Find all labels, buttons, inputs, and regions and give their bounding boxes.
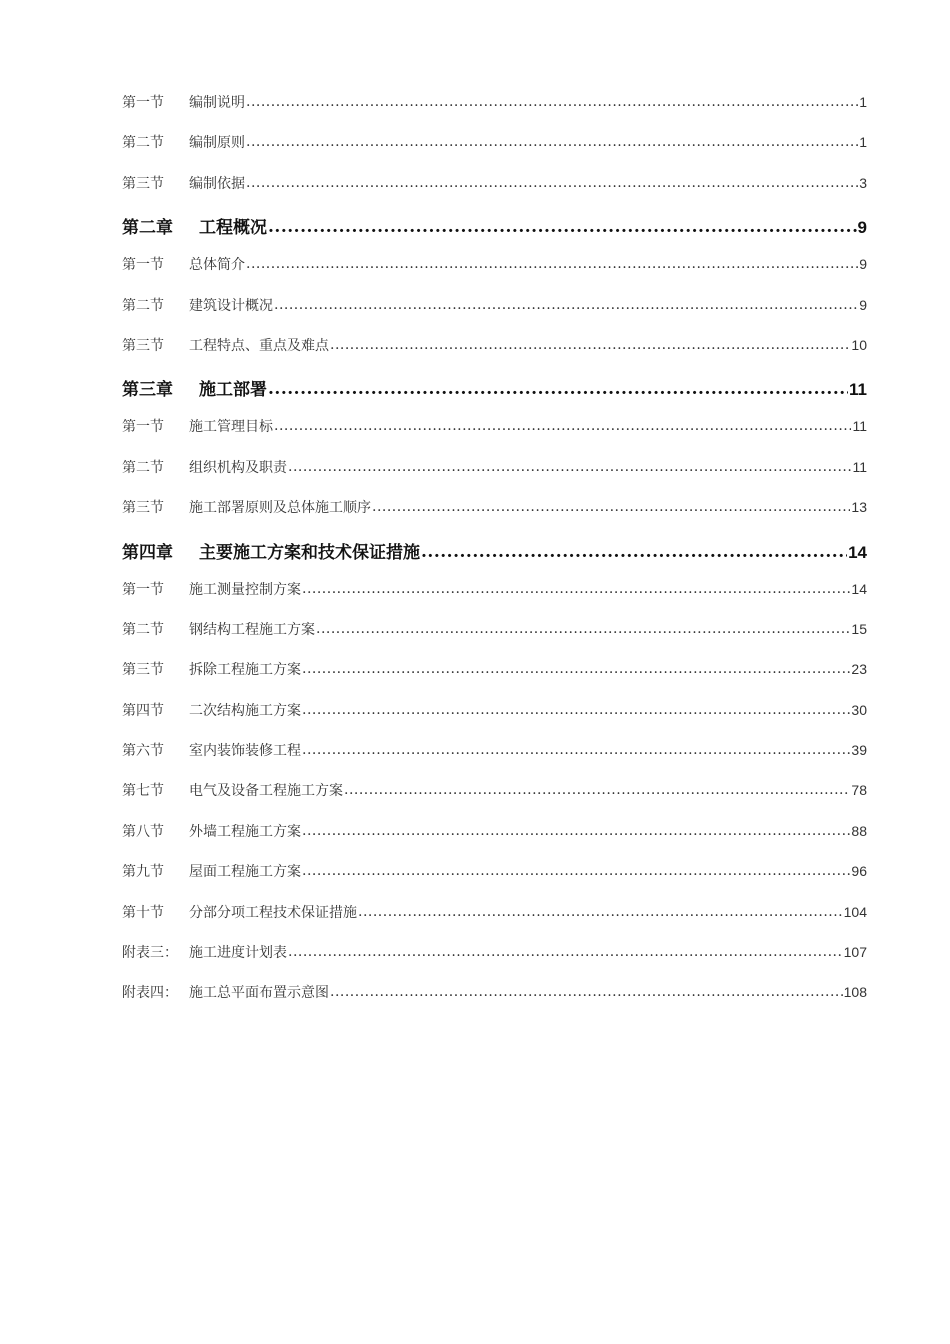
toc-entry-label	[122, 579, 301, 599]
toc-entry-label	[122, 700, 301, 720]
toc-entry-label	[122, 457, 287, 477]
toc-entry-number: 第三章	[122, 380, 173, 401]
toc-page-number: 14	[848, 542, 867, 562]
toc-page-number: 1	[859, 94, 867, 110]
toc-dot-leader	[288, 944, 843, 960]
toc-section-entry[interactable]	[122, 571, 867, 611]
toc-entry-number: 第二节	[122, 297, 164, 314]
toc-entry-number: 附表三：	[122, 945, 178, 962]
toc-entry-label	[122, 902, 357, 922]
toc-page-number: 3	[859, 174, 867, 191]
toc-entry-title: 建筑设计概况	[189, 297, 273, 314]
toc-entry-number: 第六节	[122, 743, 164, 760]
toc-dot-leader	[246, 134, 858, 150]
toc-page-number: 15	[851, 620, 867, 637]
toc-page-number: 10	[851, 336, 867, 353]
toc-entry-title: 施工进度计划表	[189, 945, 287, 962]
toc-dot-leader	[316, 621, 850, 637]
toc-entry-label	[122, 173, 245, 193]
toc-page-number: 104	[843, 903, 867, 920]
toc-dot-leader	[421, 542, 847, 562]
table-of-contents	[122, 84, 867, 1015]
toc-entry-label	[122, 861, 301, 881]
toc-dot-leader	[372, 499, 850, 515]
toc-entry-label	[122, 942, 287, 962]
toc-entry-number: 第一节	[122, 581, 164, 598]
toc-entry-label	[122, 213, 267, 238]
toc-dot-leader	[330, 337, 850, 353]
toc-dot-leader	[274, 418, 851, 434]
toc-page-number: 88	[851, 822, 867, 839]
toc-entry-title: 编制依据	[189, 175, 245, 192]
toc-entry-title: 施工总平面布置示意图	[189, 985, 329, 1002]
toc-entry-label	[122, 416, 273, 436]
toc-page-number: 107	[843, 944, 867, 961]
toc-entry-title: 屋面工程施工方案	[189, 864, 301, 881]
toc-section-entry[interactable]	[122, 813, 867, 853]
toc-entry-label	[122, 780, 343, 800]
toc-chapter-entry[interactable]	[122, 367, 867, 408]
toc-dot-leader	[268, 217, 857, 237]
toc-entry-title: 施工部署原则及总体施工顺序	[189, 500, 371, 517]
toc-entry-title: 编制原则	[189, 135, 245, 152]
toc-entry-title: 组织机构及职责	[189, 459, 287, 476]
toc-entry-label	[122, 295, 273, 315]
toc-entry-number: 第二节	[122, 621, 164, 638]
toc-entry-title: 总体简介	[189, 257, 245, 274]
toc-section-entry[interactable]	[122, 84, 867, 124]
toc-entry-label	[122, 740, 301, 760]
toc-entry-number: 第九节	[122, 864, 164, 881]
toc-entry-number: 第二节	[122, 459, 164, 476]
toc-dot-leader	[268, 379, 848, 399]
toc-section-entry[interactable]	[122, 853, 867, 893]
toc-page-number: 78	[851, 782, 867, 799]
toc-section-entry[interactable]	[122, 692, 867, 732]
toc-page-number: 1	[859, 134, 867, 151]
toc-dot-leader	[274, 297, 858, 313]
toc-section-entry[interactable]	[122, 489, 867, 529]
toc-section-entry[interactable]	[122, 651, 867, 691]
toc-dot-leader	[344, 782, 850, 798]
toc-entry-title: 外墙工程施工方案	[189, 823, 301, 840]
toc-page-number: 108	[843, 984, 867, 1001]
toc-section-entry[interactable]	[122, 287, 867, 327]
toc-dot-leader	[302, 661, 850, 677]
toc-entry-label	[122, 132, 245, 152]
toc-section-entry[interactable]	[122, 772, 867, 812]
toc-entry-title: 编制说明	[189, 95, 245, 111]
toc-page-number: 39	[851, 742, 867, 759]
toc-dot-leader	[246, 175, 858, 191]
toc-entry-title: 二次结构施工方案	[189, 702, 301, 719]
toc-entry-title: 施工测量控制方案	[189, 581, 301, 598]
toc-page-number: 11	[849, 380, 867, 400]
toc-entry-label	[122, 335, 329, 355]
toc-entry-number: 第三节	[122, 500, 164, 517]
toc-entry-title: 室内装饰装修工程	[189, 743, 301, 760]
toc-page-number: 14	[851, 580, 867, 597]
toc-entry-number: 第三节	[122, 175, 164, 192]
toc-section-entry[interactable]	[122, 165, 867, 205]
toc-entry-title: 施工管理目标	[189, 419, 273, 436]
toc-dot-leader	[288, 459, 851, 475]
toc-section-entry[interactable]	[122, 894, 867, 934]
toc-entry-title: 主要施工方案和技术保证措施	[199, 542, 420, 563]
toc-dot-leader	[330, 984, 843, 1000]
toc-dot-leader	[302, 742, 850, 758]
toc-entry-number: 第二章	[122, 218, 173, 239]
toc-page-number: 11	[852, 418, 867, 435]
toc-entry-number: 第二节	[122, 135, 164, 152]
toc-entry-number: 附表四：	[122, 985, 178, 1002]
toc-entry-label	[122, 619, 315, 639]
toc-entry-label	[122, 821, 301, 841]
toc-page-number: 30	[851, 701, 867, 718]
toc-entry-number: 第四章	[122, 542, 173, 563]
toc-page-number: 23	[851, 661, 867, 678]
toc-dot-leader	[302, 823, 850, 839]
toc-entry-title: 施工部署	[199, 380, 267, 401]
toc-section-entry[interactable]	[122, 934, 867, 974]
toc-entry-label	[122, 659, 301, 679]
toc-entry-title: 工程概况	[199, 218, 267, 239]
toc-entry-label	[122, 375, 267, 400]
toc-entry-number: 第一节	[122, 419, 164, 436]
toc-entry-title: 分部分项工程技术保证措施	[189, 904, 357, 921]
toc-section-entry[interactable]	[122, 408, 867, 448]
toc-section-entry[interactable]	[122, 327, 867, 367]
toc-dot-leader	[302, 581, 850, 597]
toc-entry-number: 第四节	[122, 702, 164, 719]
toc-chapter-entry[interactable]	[122, 530, 867, 571]
toc-section-entry[interactable]	[122, 246, 867, 286]
toc-entry-title: 电气及设备工程施工方案	[189, 783, 343, 800]
toc-dot-leader	[246, 256, 858, 272]
toc-entry-number: 第三节	[122, 662, 164, 679]
toc-page-number: 9	[857, 218, 867, 238]
toc-entry-number: 第七节	[122, 783, 164, 800]
toc-entry-title: 拆除工程施工方案	[189, 662, 301, 679]
toc-entry-label	[122, 497, 371, 517]
toc-entry-label	[122, 254, 245, 274]
toc-page-number: 9	[859, 296, 867, 313]
toc-entry-label	[122, 982, 329, 1002]
toc-page-number: 11	[852, 458, 867, 475]
toc-page-number: 9	[859, 256, 867, 273]
toc-page-number: 96	[851, 863, 867, 880]
toc-section-entry[interactable]	[122, 449, 867, 489]
toc-entry-title: 工程特点、重点及难点	[189, 337, 329, 354]
toc-section-entry[interactable]	[122, 611, 867, 651]
toc-page-number: 13	[851, 499, 867, 516]
toc-entry-number: 第一节	[122, 95, 164, 111]
toc-entry-number: 第一节	[122, 257, 164, 274]
toc-dot-leader	[246, 94, 858, 110]
toc-entry-label	[122, 538, 420, 563]
toc-section-entry[interactable]	[122, 732, 867, 772]
toc-section-entry[interactable]	[122, 974, 867, 1014]
toc-entry-number: 第十节	[122, 904, 164, 921]
toc-dot-leader	[358, 904, 843, 920]
toc-entry-label	[122, 92, 245, 112]
toc-section-entry[interactable]	[122, 124, 867, 164]
toc-chapter-entry[interactable]	[122, 205, 867, 246]
toc-dot-leader	[302, 702, 850, 718]
toc-dot-leader	[302, 863, 850, 879]
toc-entry-number: 第三节	[122, 337, 164, 354]
toc-entry-title: 钢结构工程施工方案	[189, 621, 315, 638]
toc-entry-number: 第八节	[122, 823, 164, 840]
